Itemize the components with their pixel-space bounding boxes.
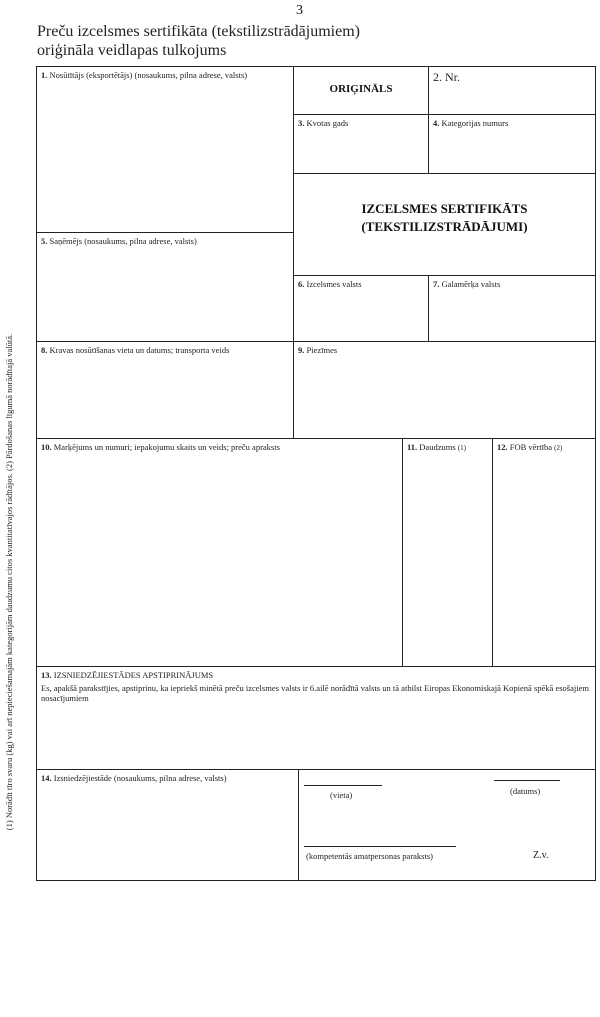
- original-label-box: [293, 66, 429, 115]
- original-label: ORIĢINĀLS: [329, 83, 393, 95]
- certificate-title-box: [293, 173, 596, 276]
- title-line-2: oriģināla veidlapas tulkojums: [37, 42, 227, 59]
- box-11-quantity[interactable]: 11. Daudzums (1): [402, 438, 493, 667]
- date-line: [494, 780, 560, 781]
- place-label: (vieta): [330, 790, 353, 800]
- footnote-side: (1) Norādīt tīro svaru (kg) vai arī nepieciešamajām kategorijām daudzumu citos kvantitatīvajos rādītājos. (2) Pārdošanas līgumā norādītajā valūtā.: [4, 333, 14, 831]
- box-10-marks-description[interactable]: 10. Marķējums un numuri; iepakojumu skaits un veids; preču apraksts: [36, 438, 403, 667]
- box-4-category-number[interactable]: 4. Kategorijas numurs: [428, 114, 596, 174]
- box-6-origin-country[interactable]: 6. Izcelsmes valsts: [293, 275, 429, 342]
- title-line-1: Preču izcelsmes sertifikāta (tekstilizstrādājumiem): [37, 23, 360, 40]
- place-line: [304, 785, 382, 786]
- box-1-exporter[interactable]: 1. Nosūtītājs (eksportētājs) (nosaukums, pilna adrese, valsts): [36, 66, 294, 233]
- page-number: 3: [296, 3, 303, 18]
- date-label: (datums): [510, 786, 541, 796]
- signature-line: [304, 846, 456, 847]
- seal-label: Z.v.: [533, 850, 549, 861]
- box-3-quota-year[interactable]: 3. Kvotas gads: [293, 114, 429, 174]
- certificate-form: [36, 66, 596, 881]
- box-2-number[interactable]: 2. Nr.: [428, 66, 596, 115]
- certificate-title: IZCELSMES SERTIFIKĀTS (TEKSTILIZSTRĀDĀJUMI): [361, 201, 528, 234]
- box-9-remarks[interactable]: 9. Piezīmes: [293, 341, 596, 439]
- box-7-destination-country[interactable]: 7. Galamērķa valsts: [428, 275, 596, 342]
- signature-label: (kompetentās amatpersonas paraksts): [306, 851, 433, 861]
- box-12-fob-value[interactable]: 12. FOB vērtība (2): [492, 438, 596, 667]
- page-title: [37, 22, 360, 60]
- box-14-issuing-authority[interactable]: 14. Izsniedzējiestāde (nosaukums, pilna adrese, valsts): [36, 769, 299, 881]
- box-8-shipment-place-date[interactable]: 8. Kravas nosūtīšanas vieta un datums; transporta veids: [36, 341, 294, 439]
- box-13-issuing-authority-confirmation[interactable]: 13. IZSNIEDZĒJIESTĀDES APSTIPRINĀJUMS Es, apakšā parakstījies, apstiprinu, ka iepriekš minētā preču izcelsmes valsts ir 6.ailē norādītā valsts un tā atbilst Eiropas Ekonomiskajā Kopienā spēkā esošajiem nosacījumiem: [36, 666, 596, 770]
- box-5-consignee[interactable]: 5. Saņēmējs (nosaukums, pilna adrese, valsts): [36, 232, 294, 342]
- confirmation-text: Es, apakšā parakstījies, apstiprinu, ka iepriekš minētā preču izcelsmes valsts ir 6.ailē norādītā valsts un tā atbilst Eiropas Ekonomiskajā Kopienā spēkā esošajiem nosacījumiem: [41, 683, 589, 703]
